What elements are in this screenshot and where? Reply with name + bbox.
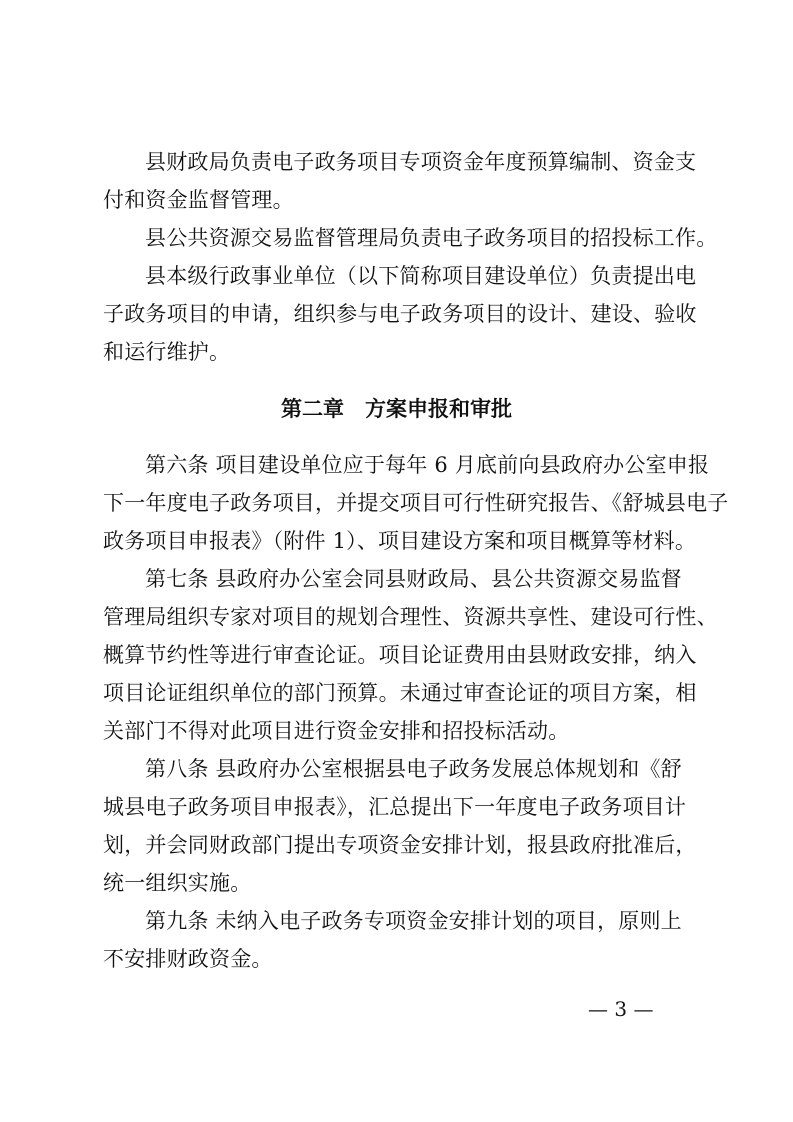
article-7-line-3: 概算节约性等进行审查论证。项目论证费用由县财政安排，纳入: [103, 643, 697, 667]
paragraph-1-line-1: 县财政局负责电子政务项目专项资金年度预算编制、资金支: [145, 150, 697, 174]
article-8-line-3: 划，并会同财政部门提出专项资金安排计划，报县政府批准后，: [103, 833, 697, 857]
article-7-line-1: 第七条 县政府办公室会同县财政局、县公共资源交易监督: [145, 567, 682, 591]
paragraph-3-line-2: 子政务项目的申请，组织参与电子政务项目的设计、建设、验收: [103, 302, 697, 326]
article-6-line-2: 下一年度电子政务项目，并提交项目可行性研究报告、《舒城县电子: [103, 491, 729, 515]
paragraph-3-line-3: 和运行维护。: [103, 340, 231, 364]
article-9-line-1: 第九条 未纳入电子政务专项资金安排计划的项目，原则上: [145, 909, 682, 933]
paragraph-2-line-1: 县公共资源交易监督管理局负责电子政务项目的招投标工作。: [145, 226, 718, 250]
article-8-line-2: 城县电子政务项目申报表》，汇总提出下一年度电子政务项目计: [103, 795, 687, 819]
article-7-line-2: 管理局组织专家对项目的规划合理性、资源共享性、建设可行性、: [103, 605, 718, 629]
article-8-line-4: 统一组织实施。: [103, 871, 252, 895]
paragraph-1-line-2: 付和资金监督管理。: [103, 188, 294, 212]
article-8-line-1: 第八条 县政府办公室根据县电子政务发展总体规划和《舒: [145, 757, 682, 781]
article-9-line-2: 不安排财政资金。: [103, 947, 273, 971]
page-number: — 3 —: [588, 997, 654, 1021]
article-6-line-1: 第六条 项目建设单位应于每年 6 月底前向县政府办公室申报: [145, 453, 710, 477]
paragraph-3-line-1: 县本级行政事业单位（以下简称项目建设单位）负责提出电: [145, 264, 697, 288]
chapter-title: 第二章 方案申报和审批: [281, 397, 512, 421]
article-7-line-4: 项目论证组织单位的部门预算。未通过审查论证的项目方案，相: [103, 681, 697, 705]
article-6-line-3: 政务项目申报表》（附件 1）、项目建设方案和项目概算等材料。: [103, 529, 697, 553]
article-7-line-5: 关部门不得对此项目进行资金安排和招投标活动。: [103, 719, 570, 743]
